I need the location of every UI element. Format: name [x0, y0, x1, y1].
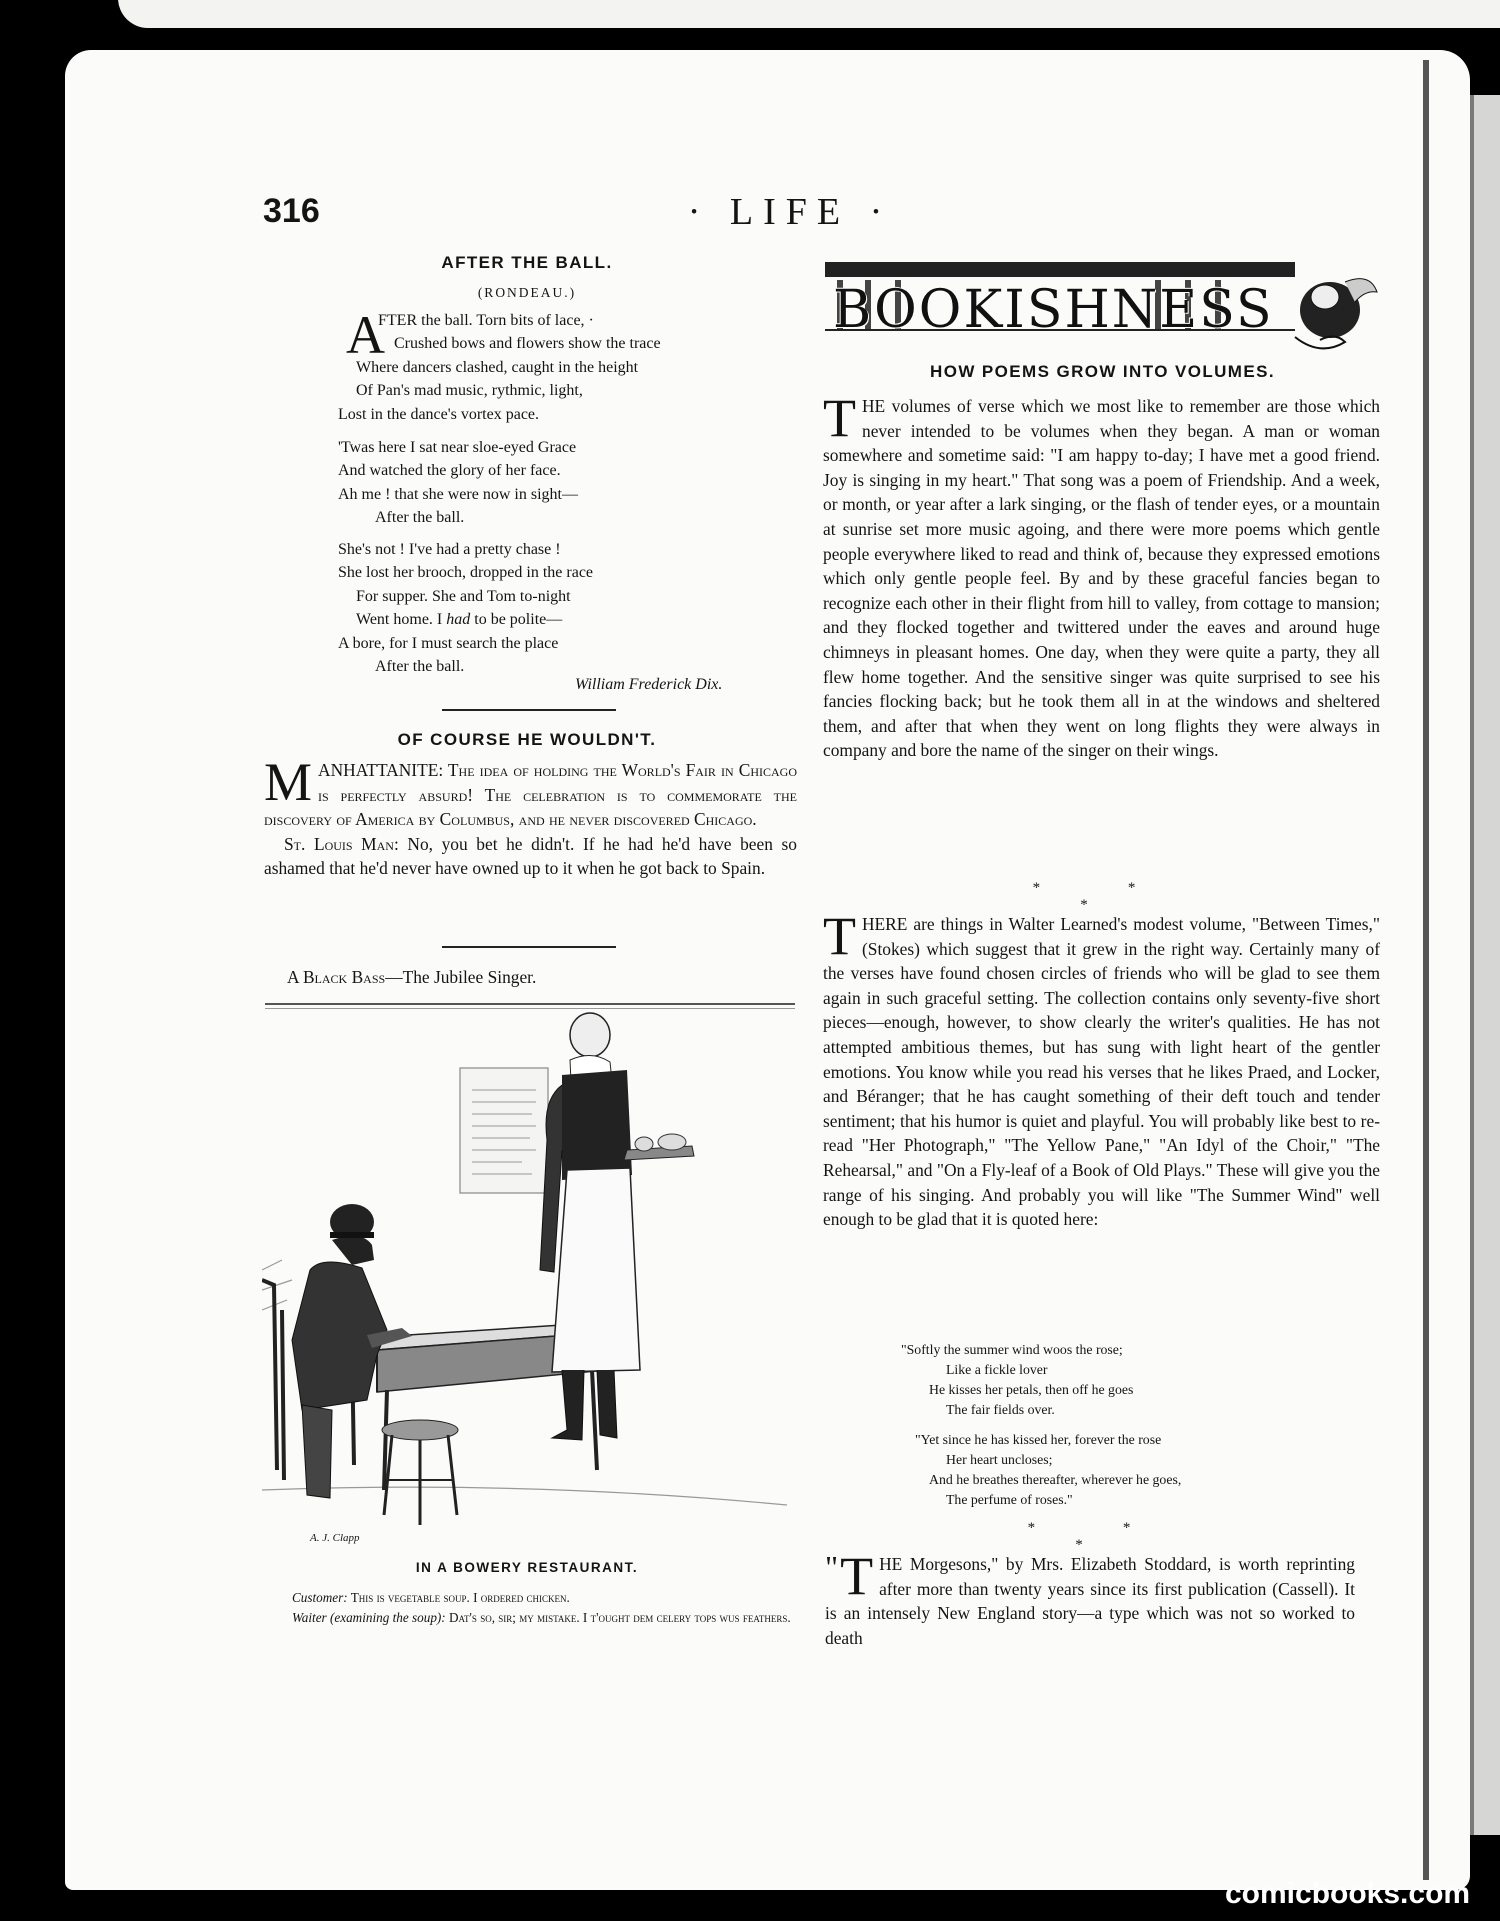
- poem-emphasis: had: [446, 611, 471, 628]
- poem-text: to be polite—: [470, 611, 563, 628]
- open-quote: ": [825, 1552, 839, 1585]
- poem-line: For supper. She and Tom to-night: [356, 588, 571, 605]
- poem-title: AFTER THE BALL.: [441, 253, 613, 272]
- poem-line: Ah me ! that she were now in sight—: [338, 486, 578, 503]
- divider: [265, 1003, 795, 1005]
- poem-drop-cap: A: [346, 305, 385, 365]
- drop-cap: M: [264, 752, 313, 812]
- drop-cap: T: [823, 906, 856, 966]
- caption-speaker: Waiter (examining the soup):: [292, 1609, 446, 1625]
- page-gutter-line: [1470, 95, 1474, 1835]
- page-spine-shadow: [1423, 60, 1429, 1880]
- joke-text: —The Jubilee Singer.: [385, 967, 537, 987]
- caption-speaker: Customer:: [292, 1590, 348, 1605]
- quote-line: Her heart uncloses;: [946, 1452, 1053, 1467]
- quote-line: He kisses her petals, then off he goes: [929, 1382, 1134, 1397]
- section-separator: * * *: [1032, 880, 1178, 913]
- article-body: [823, 906, 1380, 1232]
- joke-line: [287, 965, 536, 990]
- illustration-caption-title: IN A BOWERY RESTAURANT.: [415, 1560, 639, 1575]
- joke-term: Black Bass: [302, 967, 386, 987]
- poem-line: Crushed bows and flowers show the trace: [394, 335, 661, 352]
- quote-line: The perfume of roses.": [946, 1492, 1073, 1507]
- poem-line: [356, 608, 562, 631]
- masthead: · LIFE ·: [687, 191, 893, 233]
- article-title: OF COURSE HE WOULDN'T.: [397, 730, 657, 749]
- divider: [442, 709, 616, 711]
- divider: [442, 946, 616, 948]
- article-body: [823, 388, 1380, 763]
- drop-cap: T: [840, 1552, 874, 1606]
- article-body: [825, 1552, 1355, 1650]
- paragraph: [264, 832, 797, 881]
- poem-line: Where dancers clashed, caught in the height: [356, 359, 639, 376]
- paragraph: HE volumes of verse which we most like to remember are those which never intended to be volumes when they began. A man or woman somewhere and sometime said: "I am happy to-day; I have met a good friend. Joy is singing in my heart." That song was a poem of Friendship. And a week, or month, or year after a lark singing, or the flash of tender eyes, or a mountain at sunrise set more music agoing, and there were more poems which gentle people everywhere liked to read and think of, because they expressed emotions which only gentle people feel. By and by these graceful fancies began to recognize each other in their flight from hill to valley, from cottage to mansion; and they flocked together and twittered under the eaves and around huge chimneys in pleasant homes. One day, when they were quite a party, they all flew home together. And the sensitive singer was quite surprised to see his fancies flocking back; but he took them all in at the windows and sheltered them, and after that when they went on long flights they were always in company and bore the name of the singer on their wings.: [823, 396, 1380, 761]
- drop-cap: T: [823, 388, 856, 448]
- poem-line: FTER the ball. Torn bits of lace, ·: [378, 312, 594, 329]
- poem-line: She lost her brooch, dropped in the race: [338, 564, 594, 581]
- speaker: St. Louis Man: [284, 833, 394, 854]
- poem-line: 'Twas here I sat near sloe-eyed Grace: [338, 439, 577, 456]
- paragraph: ANHATTANITE: The idea of holding the World's Fair in Chicago is perfectly absurd! The celebration is to commemorate the discovery of America by Columbus, and he never discovered Chicago.: [264, 760, 797, 830]
- restaurant-illustration: [262, 1010, 787, 1550]
- paragraph-text: : No, you bet he didn't. If he had he'd have been so ashamed that he'd never have owned up to it when he got back to Spain.: [264, 833, 797, 879]
- quote-line: "Softly the summer wind woos the rose;: [901, 1342, 1123, 1357]
- poem-line: After the ball.: [375, 658, 465, 675]
- article-body: [264, 752, 797, 881]
- caption-line: [265, 1608, 795, 1628]
- poem-text: Went home. I: [356, 611, 447, 628]
- illustration-caption: [265, 1588, 795, 1627]
- page-number: 316: [263, 192, 320, 230]
- quote-line: Like a fickle lover: [946, 1362, 1048, 1377]
- divider: [265, 1008, 795, 1009]
- poem-subtitle: (RONDEAU.): [477, 285, 577, 300]
- quote-line: And he breathes thereafter, wherever he goes,: [929, 1472, 1182, 1487]
- poem-author: William Frederick Dix.: [575, 676, 723, 693]
- quote-line: The fair fields over.: [946, 1402, 1055, 1417]
- paragraph: HE Morgesons," by Mrs. Elizabeth Stoddard, is worth reprinting after more than twenty years since its first publication (Cassell). It is an intensely New England story—a type which was not so worked to death: [825, 1554, 1355, 1648]
- poem-line: And watched the glory of her face.: [338, 462, 561, 479]
- poem-line: Of Pan's mad music, rythmic, light,: [356, 382, 583, 399]
- article-title: HOW POEMS GROW INTO VOLUMES.: [930, 362, 1275, 381]
- paragraph: HERE are things in Walter Learned's modest volume, "Between Times," (Stokes) which suggest that it grew in the right way. Certainly many of the verses have found chosen circles of friends who will be glad to see them again in such graceful setting. The collection contains only seventy-five short pieces—enough, however, to show clearly the writer's qualities. He has not attempted ambitious themes, but has sung with light heart of the gentler emotions. You know while you read his verses that he likes Praed, and Locker, and Béranger; that he has caught something of their deft touch and tender sentiment; that his humor is quiet and playful. You will probably like best to re-read "Her Photograph," "The Yellow Pane," "An Idyl of the Choir," "The Rehearsal," and "On a Fly-leaf of a Book of Old Plays." These will give you the range of his singing. And probably you will like "The Summer Wind" well enough to be glad that it is quoted here:: [823, 914, 1380, 1230]
- previous-page-edge: [118, 0, 1500, 28]
- quote-line: "Yet since he has kissed her, forever the rose: [915, 1432, 1162, 1447]
- artist-signature: A. J. Clapp: [310, 1532, 360, 1544]
- section-separator: * * *: [1027, 1520, 1173, 1553]
- caption-text: This is vegetable soup. I ordered chicken.: [347, 1590, 570, 1605]
- poem-line: She's not ! I've had a pretty chase !: [338, 541, 561, 558]
- caption-text: Dat's so, sir; my mistake. I t'ought dem celery tops wus feathers.: [445, 1609, 791, 1625]
- poem-line: After the ball.: [375, 509, 465, 526]
- bookishness-title: BOOKISHNESS: [833, 280, 1274, 340]
- caption-line: [265, 1588, 795, 1608]
- joke-text: A: [287, 967, 303, 987]
- poem-line: A bore, for I must search the place: [338, 635, 559, 652]
- watermark: comicbooks.com: [1225, 1877, 1471, 1910]
- poem-line: Lost in the dance's vortex pace.: [338, 406, 540, 423]
